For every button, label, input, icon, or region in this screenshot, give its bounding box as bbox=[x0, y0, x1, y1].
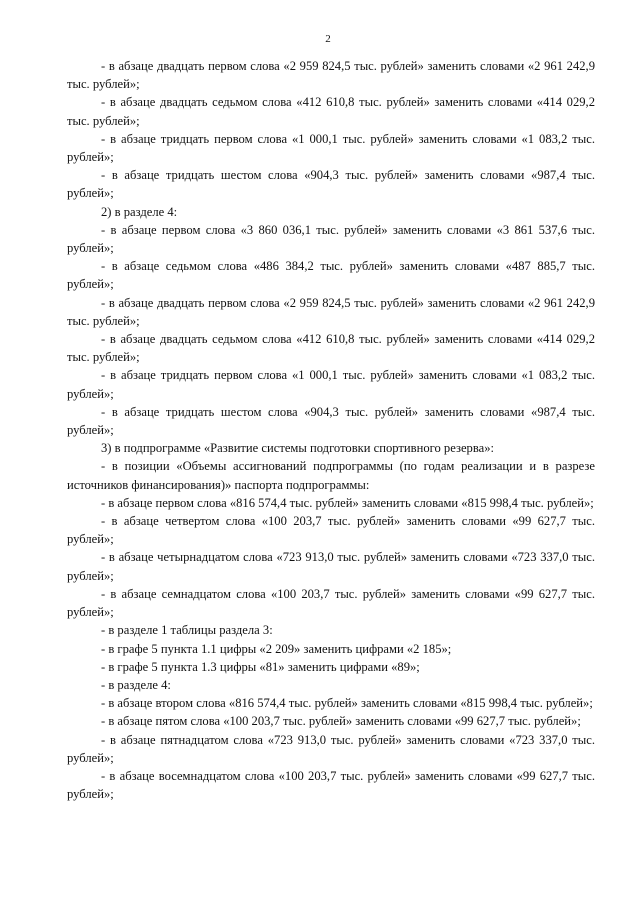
paragraph: - в абзаце первом слова «816 574,4 тыс. рублей» заменить словами «815 998,4 тыс. рублей»; bbox=[101, 495, 594, 510]
paragraph: - в абзаце тридцать шестом слова «904,3 тыс. рублей» заменить словами «987,4 тыс. рублей»; bbox=[67, 404, 595, 438]
paragraph: - в абзаце двадцать седьмом слова «412 610,8 тыс. рублей» заменить словами «414 029,2 тыс. рублей»; bbox=[67, 332, 595, 365]
document-body bbox=[67, 57, 595, 803]
paragraph: - в абзаце восемнадцатом слова «100 203,7 тыс. рублей» заменить словами «99 627,7 тыс. рублей»; bbox=[67, 768, 595, 802]
paragraph: - в разделе 4: bbox=[101, 677, 171, 692]
paragraph: 3) в подпрограмме «Развитие системы подготовки спортивного резерва»: bbox=[101, 441, 495, 456]
paragraph: - в абзаце двадцать седьмом слова «412 610,8 тыс. рублей» заменить словами «414 029,2 тыс. рублей»; bbox=[67, 95, 595, 128]
paragraph: - в абзаце первом слова «3 860 036,1 тыс. рублей» заменить словами «3 861 537,6 тыс. рублей»; bbox=[67, 222, 595, 256]
paragraph: - в абзаце пятом слова «100 203,7 тыс. рублей» заменить словами «99 627,7 тыс. рублей»; bbox=[101, 714, 581, 729]
paragraph: - в абзаце двадцать первом слова «2 959 824,5 тыс. рублей» заменить словами «2 961 242,9 тыс. рублей»; bbox=[67, 295, 595, 328]
paragraph: - в абзаце четвертом слова «100 203,7 тыс. рублей» заменить словами «99 627,7 тыс. рублей»; bbox=[67, 514, 595, 547]
paragraph: 2) в разделе 4: bbox=[101, 204, 178, 219]
paragraph: - в абзаце седьмом слова «486 384,2 тыс. рублей» заменить словами «487 885,7 тыс. рублей»; bbox=[67, 259, 595, 292]
page-number: 2 bbox=[325, 33, 331, 45]
paragraph: - в абзаце семнадцатом слова «100 203,7 тыс. рублей» заменить словами «99 627,7 тыс. рублей»; bbox=[67, 586, 595, 620]
paragraph: - в абзаце тридцать шестом слова «904,3 тыс. рублей» заменить словами «987,4 тыс. рублей»; bbox=[67, 168, 595, 201]
paragraph: - в абзаце четырнадцатом слова «723 913,0 тыс. рублей» заменить словами «723 337,0 тыс. рублей»; bbox=[67, 550, 595, 583]
paragraph: - в абзаце пятнадцатом слова «723 913,0 тыс. рублей» заменить словами «723 337,0 тыс. рублей»; bbox=[67, 732, 595, 765]
paragraph: - в абзаце двадцать первом слова «2 959 824,5 тыс. рублей» заменить словами «2 961 242,9 тыс. рублей»; bbox=[67, 59, 595, 92]
paragraph: - в позиции «Объемы ассигнований подпрограммы (по годам реализации и в разрезе источников финансирования)» паспорта подпрограммы: bbox=[67, 459, 595, 492]
paragraph: - в графе 5 пункта 1.1 цифры «2 209» заменить цифрами «2 185»; bbox=[101, 641, 452, 656]
paragraph: - в разделе 1 таблицы раздела 3: bbox=[101, 623, 273, 638]
paragraph: - в абзаце тридцать первом слова «1 000,1 тыс. рублей» заменить словами «1 083,2 тыс. рублей»; bbox=[67, 368, 595, 401]
paragraph: - в абзаце тридцать первом слова «1 000,1 тыс. рублей» заменить словами «1 083,2 тыс. рублей»; bbox=[67, 131, 595, 165]
paragraph: - в абзаце втором слова «816 574,4 тыс. рублей» заменить словами «815 998,4 тыс. рублей»; bbox=[101, 696, 593, 711]
paragraph: - в графе 5 пункта 1.3 цифры «81» заменить цифрами «89»; bbox=[101, 659, 420, 674]
